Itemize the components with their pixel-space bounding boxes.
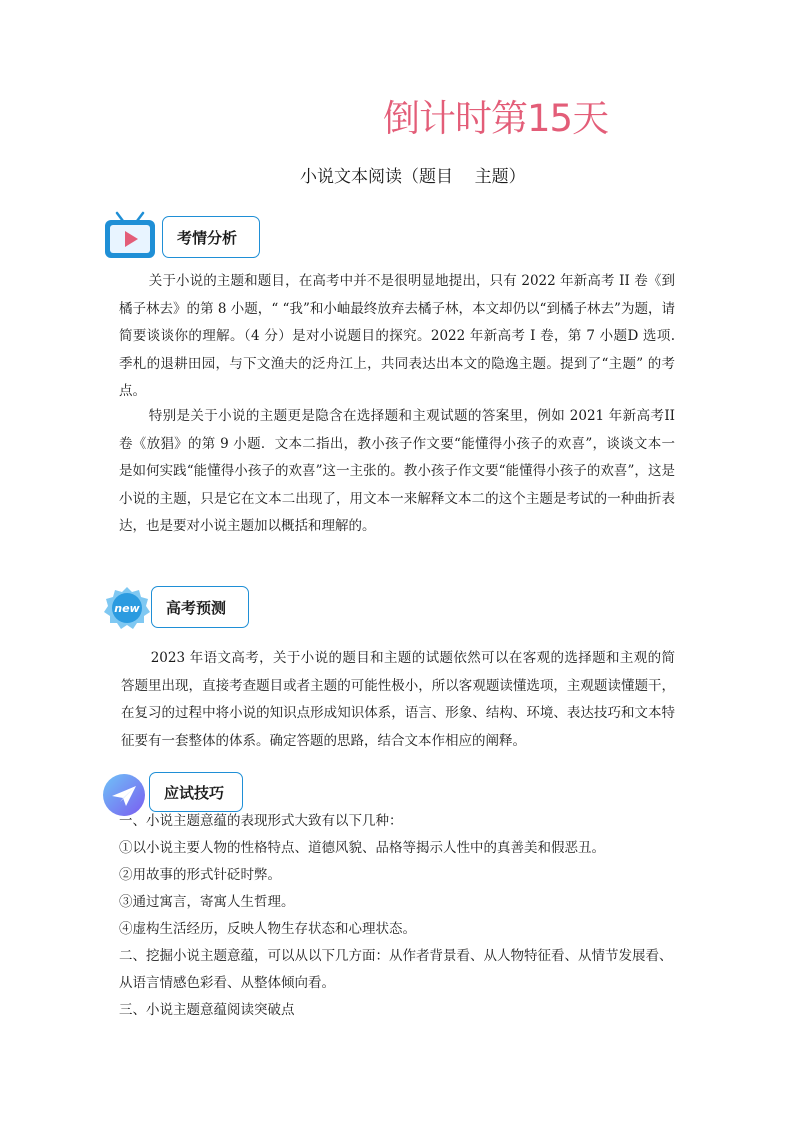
prediction-paragraph: 2023 年语文高考，关于小说的题目和主题的试题依然可以在客观的选择题和主观的简答题里出现，直接考查题目或者主题的可能性极小，所以客观题读懂选项，主观题读懂题干，在复习的过程中将小说的知识点形成知识体系，语言、形象、结构、环境、表达技巧和文本特征要有一套整体的体系。确定答题的思路，结合文本作相应的阐释。 (121, 650, 675, 749)
section-label-prediction: 高考预测 (151, 586, 249, 628)
tips-line-7: 三、小说主题意蕴阅读突破点 (119, 1002, 295, 1018)
analysis-paragraph-1: 关于小说的主题和题目，在高考中并不是很明显地提出，只有 2022 年新高考 II 卷《到橘子林去》的第 8 小题，“ “我”和小岫最终放弃去橘子林，本文却仍以“到橘子林去”为题，请简要谈谈你的理解。（4 分）是对小说题目的探究。2022 年新高考 I 卷，第 7 小题D 选项. 季札的退耕田园，与下文渔夫的泛舟江上，共同表达出本文的隐逸主题。提到了“主题” 的考点。 (119, 273, 675, 399)
tips-line-1: 一、小说主题意蕴的表现形式大致有以下几种： (119, 813, 403, 829)
tips-line-4: ③通过寓言，寄寓人生哲理。 (119, 894, 295, 910)
tips-list (119, 808, 679, 1024)
section-label-tips: 应试技巧 (149, 772, 243, 812)
page-subtitle: 小说文本阅读（题目 主题） (300, 167, 526, 187)
analysis-paragraph-2: 特别是关于小说的主题更是隐含在选择题和主观试题的答案里，例如 2021 年新高考II 卷《放猖》的第 9 小题．文本二指出，教小孩子作文要“能懂得小孩子的欢喜”，谈谈文本一是如何实践“能懂得小孩子的欢喜”这一主张的。教小孩子作文要“能懂得小孩子的欢喜”，这是小说的主题，只是它在文本二出现了，用文本一来解释文本二的这个主题是考试的一种曲折表达，也是要对小说主题加以概括和理解的。 (119, 408, 675, 534)
section-label-analysis: 考情分析 (162, 216, 260, 258)
new-badge-icon (103, 585, 151, 635)
tips-line-6: 二、挖掘小说主题意蕴，可以从以下几方面：从作者背景看、从人物特征看、从情节发展看、从语言情感色彩看、从整体倾向看。 (119, 948, 673, 991)
tips-line-2: ①以小说主要人物的性格特点、道德风貌、品格等揭示人性中的真善美和假恶丑。 (119, 840, 605, 856)
tips-line-5: ④虚构生活经历，反映人物生存状态和心理状态。 (119, 921, 416, 937)
countdown-title: 倒计时第15天 (383, 97, 609, 140)
svg-text:new: new (114, 602, 140, 615)
tv-play-icon (103, 210, 157, 264)
tips-line-3: ②用故事的形式针砭时弊。 (119, 867, 281, 883)
